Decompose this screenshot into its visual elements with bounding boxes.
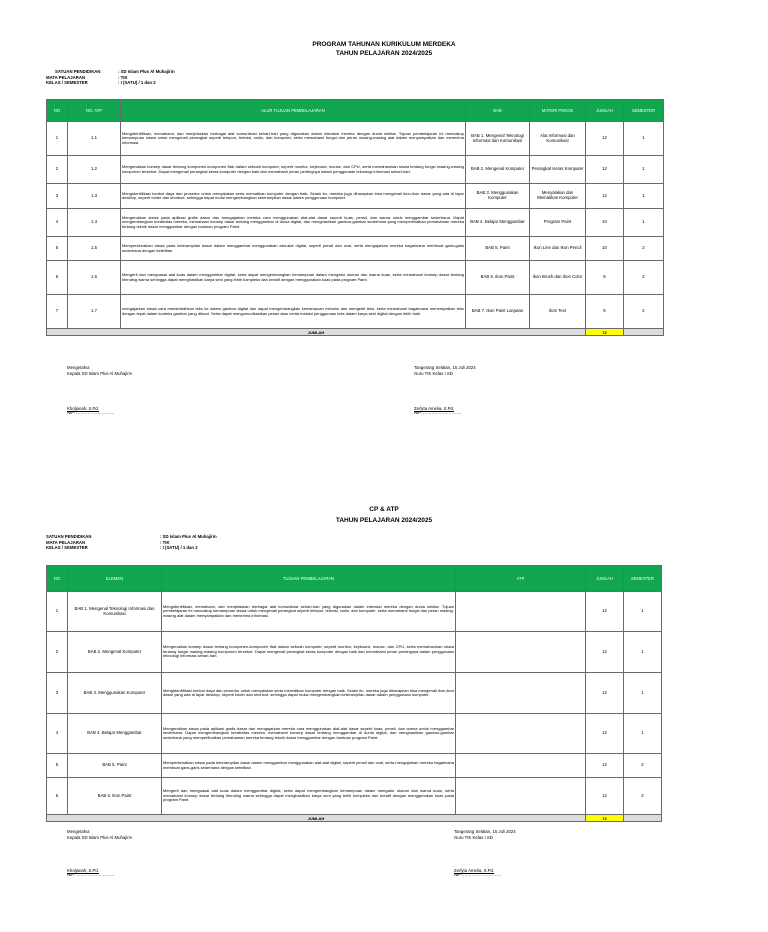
doc1-subtitle: TAHUN PELAJARAN 2024/2025: [335, 50, 433, 57]
table-header-row: [47, 100, 664, 122]
cell-desc: Mengenalkan siswa pada aplikasi grafis dasar dan mengajarkan mereka cara menggunakan alat-alat dasar seperti kuas, pensil, dan warna untuk menggambar sederhana. Dapat mengembangkan kreativitas mereka, memahami konsep dasar tentang menggambar di dunia digital, dan menghasilkan gambar-gambar sederhana yang memperlihatkan pemahaman mereka tentang teknik dasar menggambar dengan bantuan program Paint.: [162, 714, 456, 754]
cell-desc: Memperkenalkan siswa pada keterampilan dasar dalam menggambar menggunakan alat-alat digital, seperti pensil dan oval, serta mengajarkan mereka bagaimana membuat garis-garis sederhana dengan ketelitian.: [162, 754, 456, 778]
col-header: SEMESTER: [624, 100, 664, 122]
cell-atp: [456, 778, 586, 815]
total-empty: [624, 329, 664, 336]
meta-label: SATUAN PENDIDIKAN: [55, 69, 101, 74]
sign-line: Tangerang Selatan, 15 Juli 2024: [414, 365, 476, 370]
cell-semester: 1: [624, 714, 662, 754]
col-header: JUMLAH: [586, 566, 624, 592]
cell-materi: Alat Informasi dan Komunikasi: [530, 122, 586, 156]
cell-no: 3: [47, 673, 68, 714]
table-row: [47, 673, 662, 714]
cell-materi: Ikon Text: [530, 295, 586, 329]
cell-desc: Mengenalkan konsep dasar tentang komponen-komponen fisik dalam sebuah komputer, seperti monitor, keyboard, mouse, dan CPU, serta memahamkan siswa tentang fungsi masing-masing komponen tersebut. Dapat mengenali perangkat keras komputer dengan baik dan memahami peran pentingnya dalam penggunaan teknologi informasi sehari-hari.: [162, 632, 456, 673]
cell-jumlah: 12: [586, 122, 624, 156]
meta-label: SATUAN PENDIDIKAN: [46, 534, 92, 539]
cell-no: 1: [47, 122, 68, 156]
cell-elemen: BAB 1. Mengenal Teknologi Informasi dan Komunikasi: [68, 592, 162, 632]
col-header: TUJUAN PEMBELAJARAN: [162, 566, 456, 592]
cell-desc: Mengenalkan siswa pada aplikasi grafis dasar dan mengajarkan mereka cara menggunakan alat-alat dasar seperti kuas, pensil, dan warna untuk menggambar sederhana. Dapat mengembangkan kreativitas mereka, memahami konsep dasar tentang menggambar di dunia digital, dan menghasilkan gambar-gambar sederhana yang memperlihatkan pemahaman mereka tentang teknik dasar menggambar dengan bantuan program Paint.: [121, 209, 466, 237]
table-row: [47, 778, 662, 815]
cell-no: 2: [47, 632, 68, 673]
cell-bab: BAB 5. Paint: [466, 237, 530, 261]
cell-materi: Ikon Brush dan Ikon Color: [530, 261, 586, 295]
table-row: [47, 632, 662, 673]
cell-atp: [456, 592, 586, 632]
cell-jumlah: 12: [586, 673, 624, 714]
cell-semester: 1: [624, 592, 662, 632]
col-header: ELEMEN: [68, 566, 162, 592]
table-row: [47, 122, 664, 156]
table-row: [47, 592, 662, 632]
cell-no: 5: [47, 237, 68, 261]
sign-line: Mengetahui: [67, 829, 90, 834]
cell-jumlah: 12: [586, 714, 624, 754]
cell-atp: 1.1: [68, 122, 121, 156]
cell-semester: 1: [624, 156, 664, 184]
doc1-table: [46, 99, 664, 336]
cell-semester: 2: [624, 237, 664, 261]
cell-atp: 1.6: [68, 261, 121, 295]
cell-desc: Mengidentifikasi, memahami, dan menjelaskan berbagai alat komunikasi sehari-hari yang digunakan dalam interaksi mereka dengan dunia sekitar. Tujuan pembelajaran ini mencakup kemampuan siswa untuk mengenali perangkat seperti telepon, televisi, radio, dan komputer, serta memahami fungsi dan peran masing-masing alat dalam menyampaikan dan menerima informasi.: [162, 592, 456, 632]
cell-atp: 1.2: [68, 156, 121, 184]
doc1-meta: [46, 69, 175, 86]
table-row: [47, 209, 664, 237]
cell-materi: Ikon Line dan Ikon Pencil: [530, 237, 586, 261]
cell-no: 6: [47, 778, 68, 815]
cell-atp: 1.3: [68, 184, 121, 209]
cell-bab: BAB 6. Ikon Paint: [466, 261, 530, 295]
sign-line: Tangerang Selatan, 15 Juli 2024: [454, 829, 516, 834]
col-header: SEMESTER: [624, 566, 662, 592]
cell-semester: 2: [624, 778, 662, 815]
cell-elemen: BAB 4. Belajar Menggambar: [68, 714, 162, 754]
doc2-sign-left: [67, 829, 132, 878]
col-header: NO: [47, 566, 68, 592]
cell-bab: BAB 7. Ikon Paint Lanjutan: [466, 295, 530, 329]
cell-elemen: BAB 6. Ikon Paint: [68, 778, 162, 815]
cell-semester: 1: [624, 632, 662, 673]
cell-no: 2: [47, 156, 68, 184]
sign-line: Kepala SD Islam Plus Al Muhajirin: [67, 835, 132, 840]
doc2-title: CP & ATP: [369, 506, 399, 513]
table-row: [47, 184, 664, 209]
meta-label: KELAS / SEMESTER: [46, 545, 88, 551]
cell-jumlah: 12: [586, 184, 624, 209]
cell-materi: Menyalakan dan Mematikan Komputer: [530, 184, 586, 209]
col-header: NO: [47, 100, 68, 122]
cell-no: 3: [47, 184, 68, 209]
cell-atp: 1.4: [68, 209, 121, 237]
cell-jumlah: 12: [586, 156, 624, 184]
meta-value: : SD Islam Plus Al Muhajirin: [160, 534, 217, 539]
cell-semester: 2: [624, 295, 664, 329]
cell-materi: Perangkat Keras Komputer: [530, 156, 586, 184]
col-header: BAB: [466, 100, 530, 122]
col-header: ATP: [456, 566, 586, 592]
meta-label: MATA PELAJARAN: [46, 539, 86, 545]
signer-nip: NIP. ………………………: [414, 410, 462, 415]
col-header: MATERI POKOK: [530, 100, 586, 122]
cell-atp: [456, 714, 586, 754]
doc1-sign-right: [414, 365, 476, 416]
cell-jumlah: 10: [586, 209, 624, 237]
cell-jumlah: 12: [586, 754, 624, 778]
cell-desc: Mengerti dan menguasai alat kuas dalam menggambar digital, serta dapat mengembangkan kemampuan dalam mengatur ukuran dan warna kuas, serta memahami konsep dasar tentang blending warna sehingga dapat menghasilkan karya seni yang lebih kompleks dan kreatif dengan menggunakan kuas pada program Paint.: [162, 778, 456, 815]
col-header: ALUR TUJUAN PEMBELAJARAN: [121, 100, 466, 122]
cell-semester: 2: [624, 754, 662, 778]
signer-name: Kholjanah, S.Pd.: [67, 406, 100, 411]
table-row: [47, 261, 664, 295]
sign-line: Mengetahui: [67, 365, 90, 370]
col-header: NO. ATP: [68, 100, 121, 122]
cell-desc: Mengidentifikasi tombol daya dan prosedur untuk menyalakan serta mematikan komputer dengan baik. Selain itu, mereka juga diharapkan bisa mengenali ikon-ikon dasar yang ada di layar desktop, seperti folder dan shortcut, sehingga dapat mulai mengembangkan keterampilan dasar dalam penggunaan komputer.: [162, 673, 456, 714]
meta-label: MATA PELAJARAN: [46, 74, 86, 80]
table-header-row: [47, 566, 662, 592]
table-row: [47, 295, 664, 329]
cell-bab: BAB 2. Mengenal Komputer: [466, 156, 530, 184]
cell-desc: mengajarkan siswa cara menambahkan teks ke dalam gambar digital dan dapat mengembangkan kemampuan menulis dan mengedit teks, serta memahami bagaimana menempatkan teks dengan tepat dalam konteks gambar yang dibuat. Serta dapat mengomunikasikan pesan atau cerita melalui penggunaan teks dalam karya seni digital dengan lebih baik.: [121, 295, 466, 329]
cell-atp: 1.7: [68, 295, 121, 329]
table-row: [47, 237, 664, 261]
sign-line: Guru TIK Kelas I SD: [414, 371, 453, 376]
cell-semester: 1: [624, 209, 664, 237]
cell-no: 1: [47, 592, 68, 632]
cell-desc: Mengerti dan menguasai alat kuas dalam menggambar digital, serta dapat mengembangkan kemampuan dalam mengatur ukuran dan warna kuas, serta memahami konsep dasar tentang blending warna sehingga dapat menghasilkan karya seni yang lebih kompleks dan kreatif dengan menggunakan kuas pada program Paint.: [121, 261, 466, 295]
total-label: JUMLAH: [47, 329, 586, 336]
signer-nip: NIP. ………………………: [67, 872, 115, 877]
cell-desc: Mengenalkan konsep dasar tentang komponen-komponen fisik dalam sebuah komputer, seperti monitor, keyboard, mouse, dan CPU, serta memahamkan siswa tentang fungsi masing-masing komponen tersebut. Dapat mengenali perangkat keras komputer dengan baik dan memahami peran pentingnya dalam penggunaan teknologi informasi sehari-hari.: [121, 156, 466, 184]
meta-label: KELAS / SEMESTER: [46, 80, 88, 86]
cell-atp: [456, 754, 586, 778]
total-row: [47, 329, 664, 336]
cell-semester: 2: [624, 261, 664, 295]
cell-elemen: BAB 3. Menggunakan Komputer: [68, 673, 162, 714]
signer-name: Zerlyta Amelia, S.Pd.: [414, 406, 455, 411]
cell-bab: BAB 3. Menggunakan Komputer: [466, 184, 530, 209]
cell-bab: BAB 1. Mengenal Teknologi Informasi dan Komunikasi: [466, 122, 530, 156]
cell-no: 4: [47, 714, 68, 754]
cell-no: 4: [47, 209, 68, 237]
total-value: 72: [586, 329, 624, 336]
meta-value: : I (SATU) / 1 dan 2: [160, 545, 198, 551]
meta-value: : I (SATU) / 1 dan 2: [118, 80, 156, 86]
signer-name: Zerlyta Amelia, S.Pd.: [454, 868, 495, 873]
signer-name: Kholjanah, S.Pd.: [67, 868, 100, 873]
cell-jumlah: 12: [586, 632, 624, 673]
cell-jumlah: 12: [586, 778, 624, 815]
doc2-meta: [46, 534, 217, 551]
meta-value: : TIK: [118, 74, 128, 80]
doc2-table: [46, 565, 662, 822]
cell-no: 7: [47, 295, 68, 329]
cell-elemen: BAB 5. Paint: [68, 754, 162, 778]
cell-jumlah: 10: [586, 237, 624, 261]
signer-nip: NIP. ………………………: [454, 872, 502, 877]
cell-jumlah: 8: [586, 261, 624, 295]
cell-desc: Memperkenalkan siswa pada keterampilan dasar dalam menggambar menggunakan alat-alat digital, seperti pensil dan oval, serta mengajarkan mereka bagaimana membuat garis-garis sederhana dengan ketelitian.: [121, 237, 466, 261]
cell-no: 6: [47, 261, 68, 295]
cell-atp: [456, 673, 586, 714]
doc2-subtitle: TAHUN PELAJARAN 2024/2025: [335, 517, 433, 524]
col-header: JUMLAH: [586, 100, 624, 122]
doc2-sign-right: [454, 829, 516, 878]
total-label: JUMLAH: [47, 815, 586, 822]
cell-semester: 1: [624, 184, 664, 209]
total-value: 72: [586, 815, 624, 822]
table-row: [47, 156, 664, 184]
cell-bab: BAB 4. Belajar Menggambar: [466, 209, 530, 237]
cell-jumlah: 12: [586, 592, 624, 632]
cell-elemen: BAB 2. Mengenal Komputer: [68, 632, 162, 673]
signer-nip: NIP. ………………………: [67, 410, 115, 415]
cell-jumlah: 8: [586, 295, 624, 329]
sign-line: Kepala SD Islam Plus Al Muhajirin: [67, 371, 132, 376]
cell-atp: 1.5: [68, 237, 121, 261]
cell-desc: Mengidentifikasi, memahami, dan menjelaskan berbagai alat komunikasi sehari-hari yang digunakan dalam interaksi mereka dengan dunia sekitar. Tujuan pembelajaran ini mencakup kemampuan siswa untuk mengenali perangkat seperti telepon, televisi, radio, dan komputer, serta memahami fungsi dan peran masing-masing alat dalam menyampaikan dan menerima informasi.: [121, 122, 466, 156]
cell-no: 5: [47, 754, 68, 778]
cell-semester: 1: [624, 673, 662, 714]
meta-value: : SD Islam Plus Al Muhajirin: [118, 69, 175, 74]
cell-semester: 1: [624, 122, 664, 156]
doc1-title: PROGRAM TAHUNAN KURIKULUM MERDEKA: [312, 41, 456, 48]
sign-line: Guru TIK Kelas I SD: [454, 835, 493, 840]
total-empty: [624, 815, 662, 822]
table-row: [47, 714, 662, 754]
table-row: [47, 754, 662, 778]
cell-materi: Program Paint: [530, 209, 586, 237]
total-row: [47, 815, 662, 822]
cell-atp: [456, 632, 586, 673]
cell-desc: Mengidentifikasi tombol daya dan prosedur untuk menyalakan serta mematikan komputer dengan baik. Selain itu, mereka juga diharapkan bisa mengenali ikon-ikon dasar yang ada di layar desktop, seperti folder dan shortcut, sehingga dapat mulai mengembangkan keterampilan dasar dalam penggunaan komputer.: [121, 184, 466, 209]
doc1-sign-left: [67, 365, 132, 416]
meta-value: : TIK: [160, 539, 170, 545]
